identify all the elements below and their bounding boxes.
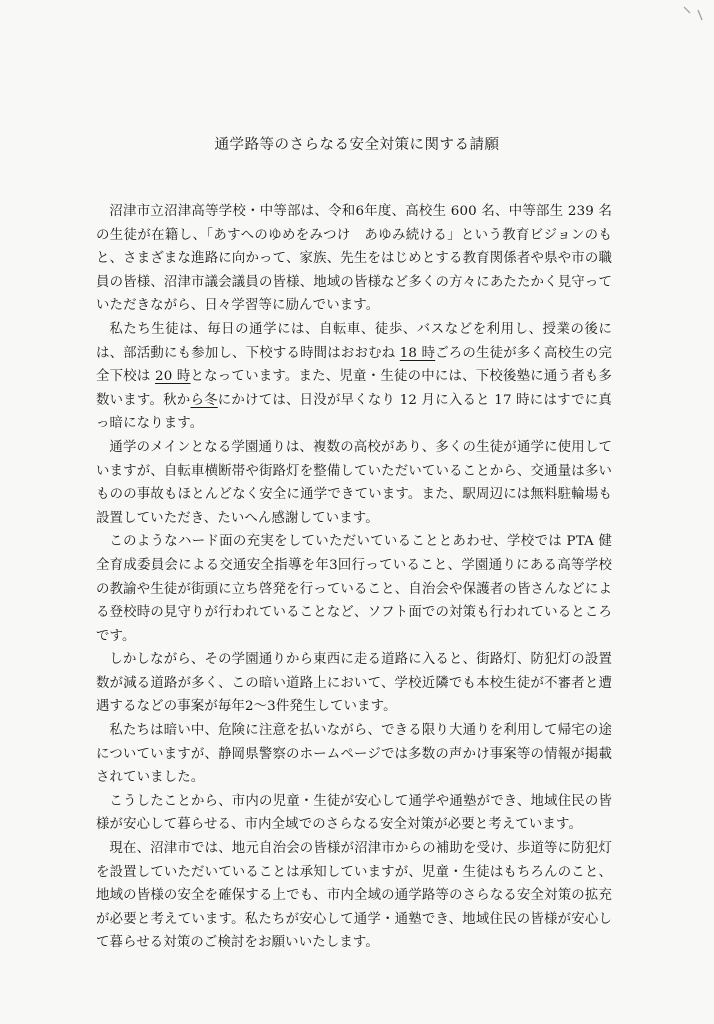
body-paragraph-5 (96, 648, 612, 719)
underlined-text: 20 時 (155, 369, 191, 385)
body-paragraph-7 (96, 790, 612, 837)
body-paragraph-6 (96, 719, 612, 790)
paragraph-text: 沼津市立沼津高等学校・中等部は、令和6年度、高校生 600 名、中等部生 239 名の生徒が在籍し、「あすへのゆめをみつけ あゆみ続ける」という教育ビジョンのもと、さまざまな進路に向かって、家族、先生をはじめとする教育関係者や県や市の職員の皆様、沼津市議会議員の皆様、地域の皆様など多くの方々にあたたかく見守っていただきながら、日々学習等に励んでいます。 (96, 204, 612, 314)
document-title: 通学路等のさらなる安全対策に関する請願 (214, 137, 500, 153)
body-paragraph-2 (96, 318, 612, 436)
underlined-text: ら冬 (190, 392, 218, 408)
paragraph-text: 私たちは暗い中、危険に注意を払いながら、できる限り大通りを利用して帰宅の途についていますが、静岡県警察のホームページでは多数の声かけ事案等の情報が掲載されていました。 (96, 723, 612, 786)
body-paragraph-1 (96, 200, 612, 318)
underlined-text: 18 時 (399, 345, 436, 361)
pencil-mark-icon (680, 4, 706, 26)
body-paragraph-3 (96, 436, 612, 530)
paragraph-text: にかけては、日没が早くなり 12 月に入ると 17 時にはすでに真っ暗になります。 (96, 392, 612, 432)
paragraph-text: このようなハード面の充実をしていただいていることとあわせ、学校では PTA 健全育成委員会による交通安全指導を年3回行っていること、学園通りにある高等学校の教諭や生徒が街頭に立ち啓発を行っていること、自治会や保護者の皆さんなどによる登校時の見守りが行われていることなど、ソフト面での対策も行われているところです。 (96, 534, 612, 644)
paragraph-text: 私たち生徒は、毎日の通学には、自転車、徒歩、バスなどを利用し、授業の後には、部活動にも参加し、下校する時間はおおむね (96, 321, 612, 361)
paragraph-text: しかしながら、その学園通りから東西に走る道路に入ると、街路灯、防犯灯の設置数が減る道路が多く、この暗い道路上において、学校近隣でも本校生徒が不審者と遭遇するなどの事案が毎年2～3件発生しています。 (96, 652, 612, 715)
paragraph-text: となっています。また、児童・生徒の中には、下校後塾に通う者も多数います。秋か (96, 369, 613, 408)
document-body (96, 200, 612, 955)
paragraph-text: こうしたことから、市内の児童・生徒が安心して通学や通塾ができ、地域住民の皆様が安心して暮らせる、市内全域でのさらなる安全対策が必要と考えています。 (96, 793, 612, 833)
paragraph-text: 現在、沼津市では、地元自治会の皆様が沼津市からの補助を受け、歩道等に防犯灯を設置していただいていることは承知していますが、児童・生徒はもちろんのこと、地域の皆様の安全を確保する上でも、市内全域の通学路等のさらなる安全対策の拡充が必要と考えています。私たちが安心して通学・通塾でき、地域住民の皆様が安心して暮らせる対策のご検討をお願いいたします。 (96, 841, 612, 951)
paragraph-text: ごろの生徒が多く高校生の完全下校は (96, 345, 612, 385)
paragraph-text: 通学のメインとなる学園通りは、複数の高校があり、多くの生徒が通学に使用していますが、自転車横断帯や街路灯を整備していただいていることから、交通量は多いものの事故もほとんどなく安全に通学できています。また、駅周辺には無料駐輪場も設置していただき、たいへん感謝しています。 (96, 439, 612, 526)
body-paragraph-4 (96, 530, 612, 648)
body-paragraph-8 (96, 837, 612, 955)
